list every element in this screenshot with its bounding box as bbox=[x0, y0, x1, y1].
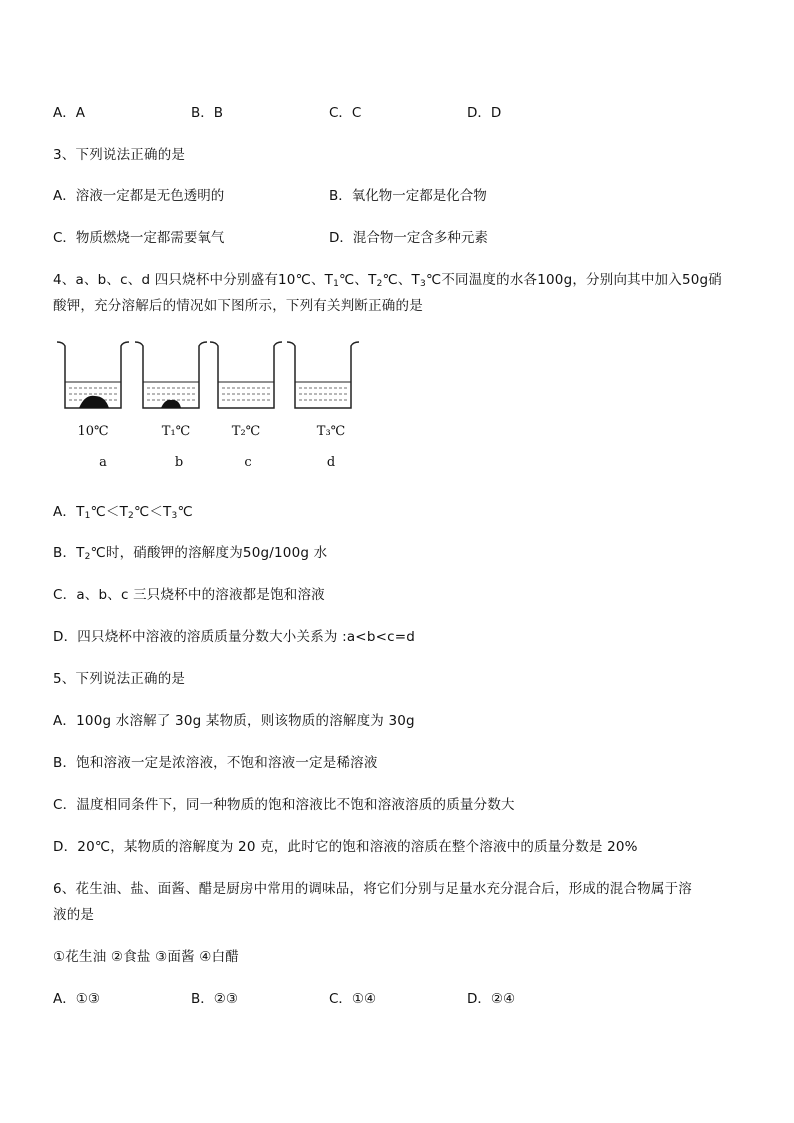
q5-option-d: D．20℃，某物质的溶解度为 20 克，此时它的饱和溶液的溶质在整个溶液中的质量分数是 20% bbox=[53, 839, 638, 855]
q4-stem-part: ℃、T bbox=[382, 272, 421, 288]
q4-option-a bbox=[53, 500, 193, 521]
q6-option-a: A．①③ bbox=[53, 991, 100, 1007]
q3-option-c: C．物质燃烧一定都需要氧气 bbox=[53, 230, 225, 246]
q5-option-b: B．饱和溶液一定是浓溶液，不饱和溶液一定是稀溶液 bbox=[53, 755, 378, 771]
q3-stem: 3、下列说法正确的是 bbox=[53, 147, 186, 163]
q3-option-a: A．溶液一定都是无色透明的 bbox=[53, 188, 225, 204]
subscript: 2 bbox=[128, 511, 134, 521]
q4-option-c: C．a、b、c 三只烧杯中的溶液都是饱和溶液 bbox=[53, 587, 325, 603]
q6-option-c: C．①④ bbox=[329, 991, 377, 1007]
q5-option-a: A．100g 水溶解了 30g 某物质，则该物质的溶解度为 30g bbox=[53, 713, 415, 729]
q6-stem-line1: 6、花生油、盐、面酱、醋是厨房中常用的调味品，将它们分别与足量水充分混合后，形成的混合物属于溶 bbox=[53, 881, 692, 897]
subscript: 1 bbox=[84, 511, 91, 521]
beaker-c-letter: c bbox=[244, 455, 252, 470]
q4-stem-part: ℃、T bbox=[339, 272, 377, 288]
q4-stem-line1 bbox=[53, 268, 722, 289]
subscript: 3 bbox=[171, 511, 178, 521]
q4-stem-part: ℃不同温度的水各100g，分别向其中加入50g硝 bbox=[425, 272, 722, 288]
beaker-d bbox=[287, 342, 359, 408]
q2-option-b: B．B bbox=[191, 105, 224, 121]
subscript: 3 bbox=[420, 279, 426, 289]
subscript: 1 bbox=[333, 279, 340, 289]
beaker-d-letter: d bbox=[326, 455, 336, 470]
q6-option-d: D．②④ bbox=[467, 991, 516, 1007]
beakers-figure bbox=[55, 338, 375, 478]
q4-stem-line2: 酸钾，充分溶解后的情况如下图所示，下列有关判断正确的是 bbox=[53, 298, 423, 314]
subscript: 2 bbox=[84, 552, 91, 562]
beaker-c bbox=[210, 342, 282, 408]
q4-option-a-part: A．T bbox=[53, 504, 85, 520]
beaker-a bbox=[57, 342, 129, 408]
beakers-drawing bbox=[55, 338, 375, 413]
q4-stem-part: 4、a、b、c、d 四只烧杯中分别盛有10℃、T bbox=[53, 272, 334, 288]
q2-option-c: C．C bbox=[329, 105, 362, 121]
q4-option-a-part: ℃＜T bbox=[90, 504, 129, 520]
q2-option-a: A．A bbox=[53, 105, 85, 121]
q4-option-d: D．四只烧杯中溶液的溶质质量分数大小关系为 :a<b<c=d bbox=[53, 629, 416, 645]
beaker-c-temp: T₂℃ bbox=[231, 424, 261, 439]
q5-option-c: C．温度相同条件下，同一种物质的饱和溶液比不饱和溶液溶质的质量分数大 bbox=[53, 797, 515, 813]
q3-option-b: B．氧化物一定都是化合物 bbox=[329, 188, 487, 204]
q6-stem-line2: 液的是 bbox=[53, 907, 95, 923]
beaker-d-temp: T₃℃ bbox=[316, 424, 346, 439]
q6-items: ①花生油 ②食盐 ③面酱 ④白醋 bbox=[53, 949, 239, 965]
q4-option-b bbox=[53, 541, 327, 562]
beaker-a-letter: a bbox=[99, 455, 107, 470]
q5-stem: 5、下列说法正确的是 bbox=[53, 671, 186, 687]
q6-option-b: B．②③ bbox=[191, 991, 238, 1007]
beaker-a-temp: 10℃ bbox=[77, 424, 109, 439]
subscript: 2 bbox=[376, 279, 383, 289]
q4-option-b-part: B．T bbox=[53, 545, 85, 561]
q4-option-a-part: ℃＜T bbox=[133, 504, 172, 520]
beaker-b bbox=[135, 342, 207, 408]
beaker-b-letter: b bbox=[174, 455, 184, 470]
q4-option-a-part: ℃ bbox=[177, 504, 193, 520]
q3-option-d: D．混合物一定含多种元素 bbox=[329, 230, 488, 246]
q2-option-d: D．D bbox=[467, 105, 502, 121]
beaker-b-temp: T₁℃ bbox=[161, 424, 191, 439]
q4-option-b-part: ℃时，硝酸钾的溶解度为50g/100g 水 bbox=[90, 545, 328, 561]
